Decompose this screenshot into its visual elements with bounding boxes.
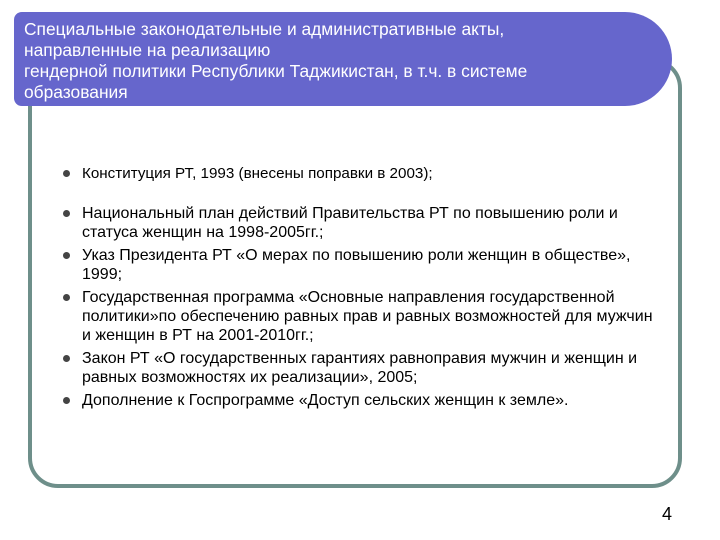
bullet-icon (63, 397, 70, 404)
bullet-icon (63, 170, 70, 177)
list-item-text: Национальный план действий Правительства РТ по повышению роли и статуса женщин на 1998-2005гг.; (82, 205, 618, 241)
bullet-icon (63, 355, 70, 362)
title-line-3: гендерной политики Республики Таджикистан, в т.ч. в системе (24, 61, 528, 81)
list-item-national-plan (62, 204, 662, 242)
list-item-constitution (62, 164, 662, 183)
bullet-list (62, 164, 662, 410)
list-item-program-supplement (62, 391, 662, 410)
bullet-icon (63, 252, 70, 259)
list-item-presidential-decree (62, 246, 662, 284)
list-item-law (62, 349, 662, 387)
list-item-text: Указ Президента РТ «О мерах по повышению роли женщин в обществе», 1999; (82, 247, 631, 283)
list-item-text: Закон РТ «О государственных гарантиях равноправия мужчин и женщин и равных возможностях их реализации», 2005; (82, 350, 638, 386)
list-item-text: Дополнение к Госпрограмме «Доступ сельских женщин к земле». (82, 392, 569, 409)
title-line-2: направленные на реализацию (24, 40, 271, 60)
title-line-1: Специальные законодательные и административные акты, (24, 19, 505, 39)
bullet-icon (63, 210, 70, 217)
page-number: 4 (661, 504, 672, 524)
title-line-4: образования (24, 82, 128, 102)
list-item-state-program (62, 288, 662, 345)
list-item-text: Конституция РТ, 1993 (внесены поправки в 2003); (82, 165, 433, 182)
list-item-text: Государственная программа «Основные направления государственной политики»по обеспечению равных прав и равных возможностей для мужчин и женщин в РТ на 2001-2010гг.; (82, 289, 653, 344)
bullet-icon (63, 294, 70, 301)
slide-title-box (14, 12, 672, 106)
slide-title (24, 19, 644, 103)
